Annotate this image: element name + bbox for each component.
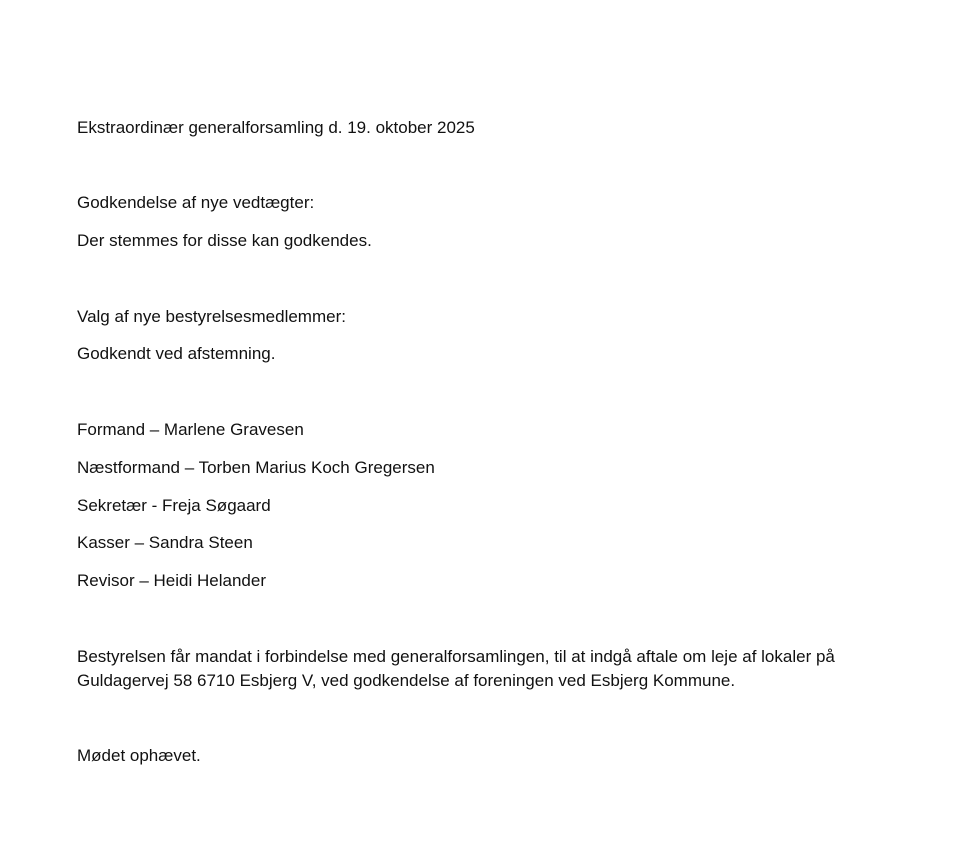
board-text: Godkendt ved afstemning. <box>77 344 276 363</box>
bylaws-text: Der stemmes for disse kan godkendes. <box>77 231 372 250</box>
board-member-auditor: Revisor – Heidi Helander <box>77 571 266 590</box>
board-heading: Valg af nye bestyrelsesmedlemmer: <box>77 307 346 326</box>
board-member-vice-chairman: Næstformand – Torben Marius Koch Gregersen <box>77 458 435 477</box>
board-member-chairman: Formand – Marlene Gravesen <box>77 420 304 439</box>
board-member-treasurer: Kasser – Sandra Steen <box>77 533 253 552</box>
board-member-secretary: Sekretær - Freja Søgaard <box>77 496 271 515</box>
closing-line: Mødet ophævet. <box>77 746 201 765</box>
bylaws-heading: Godkendelse af nye vedtægter: <box>77 193 315 212</box>
document-title: Ekstraordinær generalforsamling d. 19. oktober 2025 <box>77 118 475 137</box>
mandate-paragraph: Bestyrelsen får mandat i forbindelse med generalforsamlingen, til at indgå aftale om leje af lokaler på Guldagervej 58 6710 Esbjerg V, ved godkendelse af foreningen ved Esbjerg Kommune. <box>77 647 835 690</box>
